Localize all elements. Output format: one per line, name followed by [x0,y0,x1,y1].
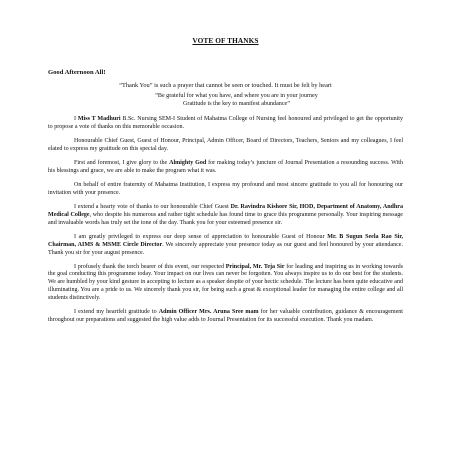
paragraph-chief-guest-text-1: I extend a hearty vote of thanks to our honourable Chief Guest [74,204,231,211]
paragraph-admin-officer-text-1: I extend my heartfelt gratitude to [74,309,159,316]
paragraph-principal-text-1: I profusely thank the torch bearer of this event, our respected [74,263,226,270]
thank-you-quote: “Thank You” is such a prayer that cannot be seen or touched. It must be felt by heart [119,82,332,89]
paragraph-almighty [48,160,403,176]
greeting: Good Afternoon All! [48,69,106,76]
paragraph-almighty-text-1: First and foremost, I give glory to the [74,160,170,167]
paragraph-almighty-text-2: for making today’s juncture of Journal Presentation a resounding success. With his blessings and grace, we are able to make the program what it was. [48,160,403,174]
gratitude-quote [48,93,403,108]
document-title: VOTE OF THANKS [192,36,259,45]
paragraph-principal [48,264,403,303]
principal-name: Principal, Mr. Teja Sir [225,263,285,270]
guest-of-honour-name: Mr. B Sugun Seela Rao Sir, Chairman, AIMS & MSME Circle Director [48,233,403,248]
paragraph-salutation: Honourable Chief Guest, Guest of Honour, Principal, Admin Officer, Board of Directors, Teachers, Seniors and my colleagues, I feel elated to express my gratitude on this special day. [48,138,403,152]
paragraph-guest-of-honour-text-2: . We sincerely appreciate your presence today as our guest and feel honoured by your attendance. Thank you sir for your august presence. [48,241,404,256]
paragraph-chief-guest [48,204,403,227]
paragraph-principal-text-2: for leading and inspiring us in working towards the goal conducting this programme today. Your impact on our lives can never be forgotten. You always inspire us to do our best for the students. We are humbled by your kind gesture in accepting to lecture as a speaker despite of your hectic schedule. The lecture has been quite educative and illuminating. You are a pride to us. We sincerely thank you sir, for being such a great & exceptional leader for managing the entire college and all students distinctively. [48,263,403,301]
document-body [48,36,403,331]
paragraph-admin-officer [48,309,403,325]
paragraph-chief-guest-text-2: , who despite his numerous and rather tight schedule has found time to grace this programme personally. Your inspiring message and invaluable words has truly set the tone of the day. Thank you for your esteemed presence sir. [48,211,403,226]
speaker-name: Miss T Madhuri [77,116,121,123]
paragraph-introduction-text-1: I [74,116,78,123]
paragraph-introduction-text-2: B.Sc. Nursing SEM-I Student of Mahatma College of Nursing feel honoured and privileged to get the opportunity to propose a vote of thanks on this memorable occasion. [48,116,403,130]
gratitude-quote-line-2: Gratitude is the key to manifest abundance” [183,100,290,107]
admin-officer-name: Admin Officer Mrs. Aruna Sree mam [158,309,259,316]
paragraph-introduction [48,116,403,132]
paragraph-guest-of-honour-text-1: I am greatly privileged to express our deep sense of appreciation to honourable Guest of Honour [74,233,328,240]
chief-guest-name: Dr. Ravindra Kishore Sir, HOD, Department of Anatomy, Andhra Medical College [48,204,403,218]
almighty-god: Almighty God [169,160,207,167]
paragraph-fraternity: On behalf of entire fraternity of Mahatma Institution, I express my profound and most sincere gratitude to you all for honouring our invitation with your presence. [48,182,403,196]
paragraph-guest-of-honour [48,234,403,257]
gratitude-quote-line-1: “Be grateful for what you have, and where you are in your journey [155,93,318,99]
paragraph-admin-officer-text-2: for her valuable contribution, guidance & encouragement throughout our preparations and suggested the high value adds to Journal Presentation for its successful execution. Thank you madam. [48,309,403,323]
